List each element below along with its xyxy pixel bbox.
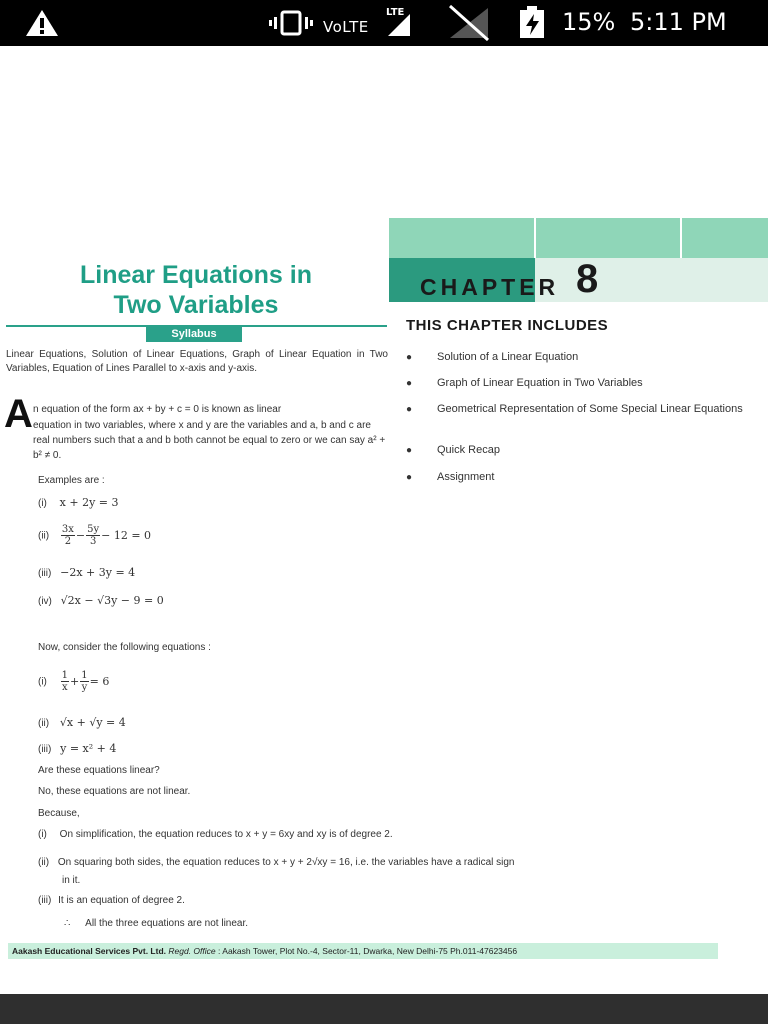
navigation-bar [0,994,768,1024]
syllabus-badge: Syllabus [146,327,242,342]
example-row: (i) x + 2y = 3 [38,496,119,509]
therefore-symbol: ∴ [64,918,71,929]
bullet-icon: ● [406,404,413,415]
example-row: (iii) −2x + 3y = 4 [38,566,136,579]
intro-paragraph: equation in two variables, where x and y are the variables and a, b and c are real numbers such that a and b both cannot be equal to zero or we can say a² + b² ≠ 0. [33,420,386,461]
bullet-icon: ● [406,445,413,456]
grid-cell [536,218,682,258]
clock: 5:11 PM [630,8,727,36]
fraction: $\frac{1}{x}$ [61,670,69,693]
publisher-footer: Aakash Educational Services Pvt. Ltd. Regd. Office : Aakash Tower, Plot No.-4, Sector-11, Dwarka, New Delhi-75 Ph.011-47623456 [8,943,718,959]
status-bar [0,0,768,46]
example-row: (iv) √2x − √3y − 9 = 0 [38,594,164,607]
drop-cap: A [4,392,33,436]
example-row: (ii) $\frac{3x}{2}$ − $\frac{5y}{3}$ − 12 = 0 [38,524,152,547]
examples-heading: Examples are : [38,475,105,486]
battery-percent: 15% [562,8,616,36]
intro-first-line: n equation of the form ax + by + c = 0 is known as linear [33,404,282,415]
volte-label: VoLTE [323,18,369,36]
bullet-icon: ● [406,472,413,483]
equation-row: (iii) y = x² + 4 [38,742,117,755]
battery-charging-icon [518,6,548,40]
document-page[interactable]: CHAPTER 8 THIS CHAPTER INCLUDES ● Solution of a Linear Equation ● Graph of Linear Equation in Two Variables ● Geometrical Representation of Some Special Linear Equations ● Quick Recap ● Assignment Linear Equations in Two Variables Syllabus Linear Equations, Solution of Linear Equations, Graph of Linear Equation in Two Variables, Equation of Lines Parallel to x-axis and y-axis. A n equation of the form ax + by + c = 0 is known as linear equation in two variables, where x and y are the variables and a, b and c are real numbers such that a and b both cannot be equal to zero or we can say a² + b² ≠ 0. Examples are : (i) x + 2y = 3 (ii) $\frac{3x}{2}$ − $\frac{5y}{3}$ − 12 = 0 (iii) −2x + 3y = 4 (iv) √2x − √3y − 9 = 0 Now, consider the following equations : (i) $\frac{1}{x}$ + $\frac{1}{y}$ = 6 (ii) √x + √y = 4 (iii) y = x² + 4 Are these equations linear? No, these equations are not linear. Because, (i) On simplification, the equation reduces to x + y = 6xy and xy is of degree 2. (ii) On squaring both sides, the equation reduces to x + y + 2√xy = 16, i.e. the variables have a radical sign in it. (iii) It is an equation of degree 2. ∴ All the three equations are not linear. Aakash Educational Services Pvt. Ltd. Regd. Office : Aakash Tower, Plot No.-4, Sector-11, Dwarka, New Delhi-75 Ph.011-47623456 [0,46,768,994]
question-text: Are these equations linear? [38,765,160,776]
fraction: $\frac{1}{y}$ [81,670,88,693]
syllabus-text: Linear Equations, Solution of Linear Equations, Graph of Linear Equation in Two Variables, Equation of Lines Parallel to x-axis and y-axis. [6,349,388,374]
reason-row: (ii) On squaring both sides, the equation reduces to x + y + 2√xy = 16, i.e. the variables have a radical sign [38,857,515,868]
chapter-number: 8 [576,257,599,301]
lte-label: LTE [386,7,405,18]
equation-row: (i) $\frac{1}{x}$ + $\frac{1}{y}$ = 6 [38,670,110,693]
because-text: Because, [38,808,80,819]
answer-text: No, these equations are not linear. [38,786,191,797]
consider-heading: Now, consider the following equations : [38,642,211,653]
grid-cell [389,218,536,258]
equation-row: (ii) √x + √y = 4 [38,716,126,729]
chapter-label: CHAPTER [420,274,560,300]
chapter-title: Linear Equations in Two Variables [80,261,312,319]
reason-continuation: in it. [62,875,81,886]
fraction: $\frac{5y}{3}$ [87,524,100,547]
grid-cell [682,218,768,258]
bullet-icon: ● [406,352,413,363]
chapter-includes-heading: THIS CHAPTER INCLUDES [406,317,609,334]
chapter-band-light [535,258,768,302]
fraction: $\frac{3x}{2}$ [61,524,74,547]
bullet-icon: ● [406,378,413,389]
chapter-grid-decoration [389,218,768,258]
conclusion-row: ∴ All the three equations are not linear. [64,918,249,929]
reason-row: (iii) It is an equation of degree 2. [38,895,185,906]
reason-row: (i) On simplification, the equation reduces to x + y = 6xy and xy is of degree 2. [38,829,393,840]
no-wifi-icon [446,4,492,42]
warning-icon [24,8,60,38]
vibrate-icon [268,10,314,36]
